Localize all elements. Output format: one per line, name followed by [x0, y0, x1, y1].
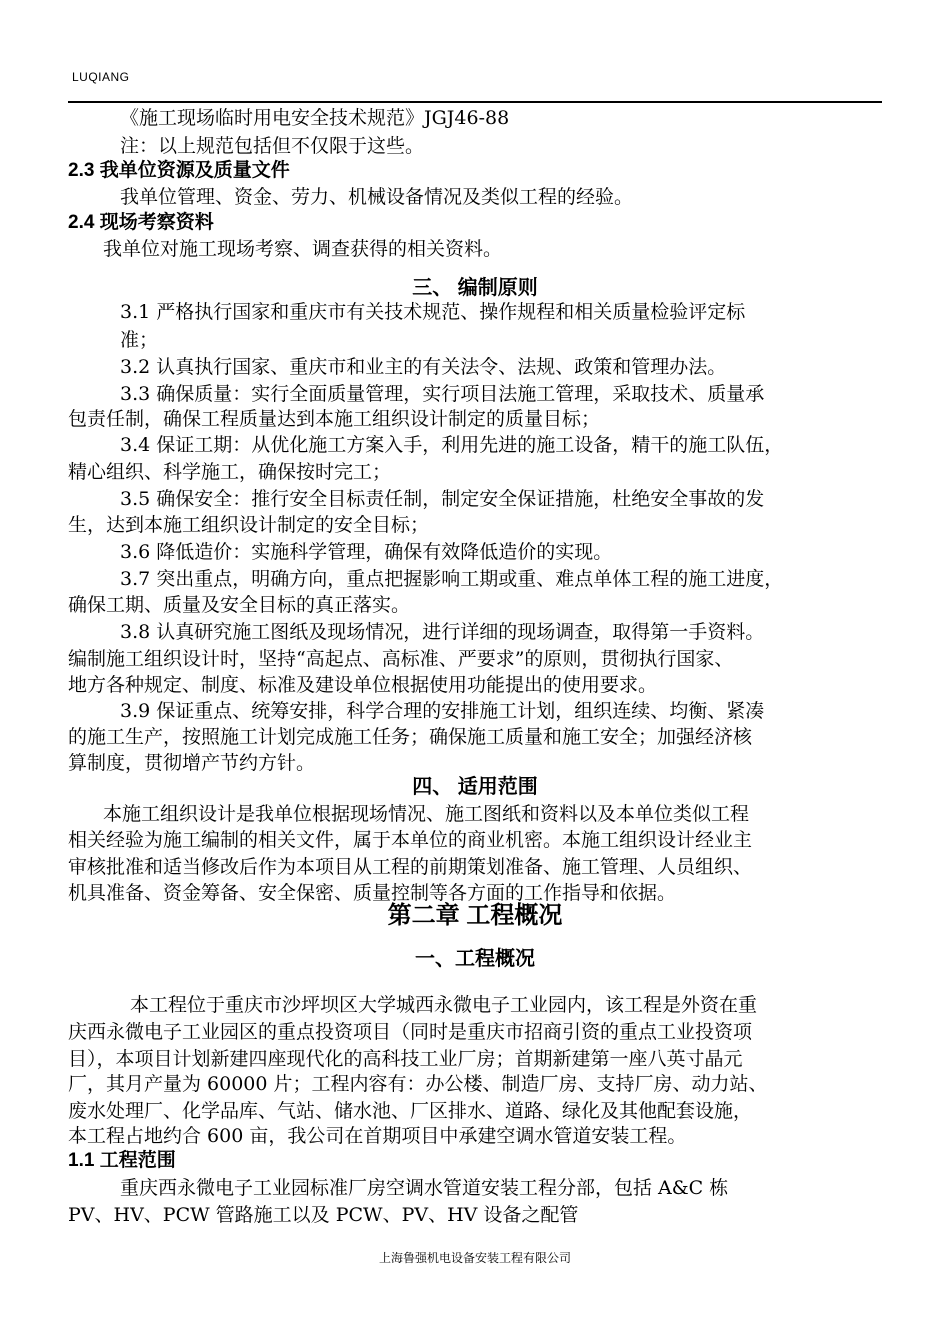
text-line: 我单位对施工现场考察、调查获得的相关资料。	[103, 238, 503, 260]
text-line: PV、HV、PCW 管路施工以及 PCW、PV、HV 设备之配管	[68, 1204, 579, 1226]
page-header: LUQIANG	[72, 70, 130, 84]
text-line: 《施工现场临时用电安全技术规范》JGJ46-88	[120, 107, 510, 129]
text-line: 本工程占地约合 600 亩，我公司在首期项目中承建空调水管道安装工程。	[68, 1125, 687, 1147]
section-heading: 三、 编制原则	[412, 277, 538, 299]
page-footer: 上海鲁强机电设备安装工程有限公司	[378, 1251, 571, 1265]
text-line: 地方各种规定、制度、标准及建设单位根据使用功能提出的使用要求。	[68, 674, 658, 696]
subsection-heading: 2.4 现场考察资料	[68, 212, 214, 233]
text-line: 审核批准和适当修改后作为本项目从工程的前期策划准备、施工管理、人员组织、	[68, 856, 753, 878]
text-line: 3.9 保证重点、统筹安排，科学合理的安排施工计划，组织连续、均衡、紧凑	[120, 700, 765, 722]
text-line: 重庆西永微电子工业园标准厂房空调水管道安装工程分部，包括 A&C 栋	[120, 1177, 729, 1199]
header-divider	[68, 101, 882, 103]
subsection-heading: 2.3 我单位资源及质量文件	[68, 160, 290, 181]
section-heading: 四、 适用范围	[412, 776, 538, 798]
text-line: 注：以上规范包括但不仅限于这些。	[120, 135, 425, 157]
text-line: 精心组织、科学施工，确保按时完工；	[68, 461, 392, 483]
text-line: 相关经验为施工编制的相关文件，属于本单位的商业机密。本施工组织设计经业主	[68, 829, 753, 851]
text-line: 生，达到本施工组织设计制定的安全目标；	[68, 514, 430, 536]
text-line: 3.2 认真执行国家、重庆市和业主的有关法令、法规、政策和管理办法。	[120, 356, 727, 378]
text-line: 准；	[120, 329, 159, 351]
text-line: 3.8 认真研究施工图纸及现场情况，进行详细的现场调查，取得第一手资料。	[120, 621, 765, 643]
text-line: 目），本项目计划新建四座现代化的高科技工业厂房；首期新建第一座八英寸晶元	[68, 1048, 743, 1070]
text-line: 编制施工组织设计时，坚持“高起点、高标准、严要求”的原则，贯彻执行国家、	[68, 648, 734, 670]
section-heading: 一、工程概况	[415, 948, 535, 970]
chapter-heading: 第二章 工程概况	[387, 902, 563, 929]
text-line: 厂，其月产量为 60000 片；工程内容有：办公楼、制造厂房、支持厂房、动力站、	[68, 1073, 768, 1095]
text-line: 机具准备、资金筹备、安全保密、质量控制等各方面的工作指导和依据。	[68, 882, 677, 904]
text-line: 3.7 突出重点，明确方向，重点把握影响工期或重、难点单体工程的施工进度，	[120, 568, 784, 590]
subsection-heading: 1.1 工程范围	[68, 1150, 176, 1171]
text-line: 3.5 确保安全：推行安全目标责任制，制定安全保证措施，杜绝安全事故的发	[120, 488, 765, 510]
text-line: 的施工生产，按照施工计划完成施工任务；确保施工质量和施工安全；加强经济核	[68, 726, 753, 748]
text-line: 3.3 确保质量：实行全面质量管理，实行项目法施工管理，采取技术、质量承	[120, 383, 765, 405]
text-line: 废水处理厂、化学品库、气站、储水池、厂区排水、道路、绿化及其他配套设施，	[68, 1100, 753, 1122]
text-line: 确保工期、质量及安全目标的真正落实。	[68, 594, 411, 616]
text-line: 庆西永微电子工业园区的重点投资项目（同时是重庆市招商引资的重点工业投资项	[68, 1021, 753, 1043]
text-line: 3.1 严格执行国家和重庆市有关技术规范、操作规程和相关质量检验评定标	[120, 301, 746, 323]
text-line: 包责任制，确保工程质量达到本施工组织设计制定的质量目标；	[68, 408, 601, 430]
text-line: 3.6 降低造价：实施科学管理，确保有效降低造价的实现。	[120, 541, 613, 563]
text-line: 本工程位于重庆市沙坪坝区大学城西永微电子工业园内，该工程是外资在重	[130, 994, 758, 1016]
text-line: 3.4 保证工期：从优化施工方案入手，利用先进的施工设备，精干的施工队伍，	[120, 434, 784, 456]
text-line: 本施工组织设计是我单位根据现场情况、施工图纸和资料以及本单位类似工程	[103, 803, 750, 825]
text-line: 算制度，贯彻增产节约方针。	[68, 752, 316, 774]
text-line: 我单位管理、资金、劳力、机械设备情况及类似工程的经验。	[120, 186, 634, 208]
